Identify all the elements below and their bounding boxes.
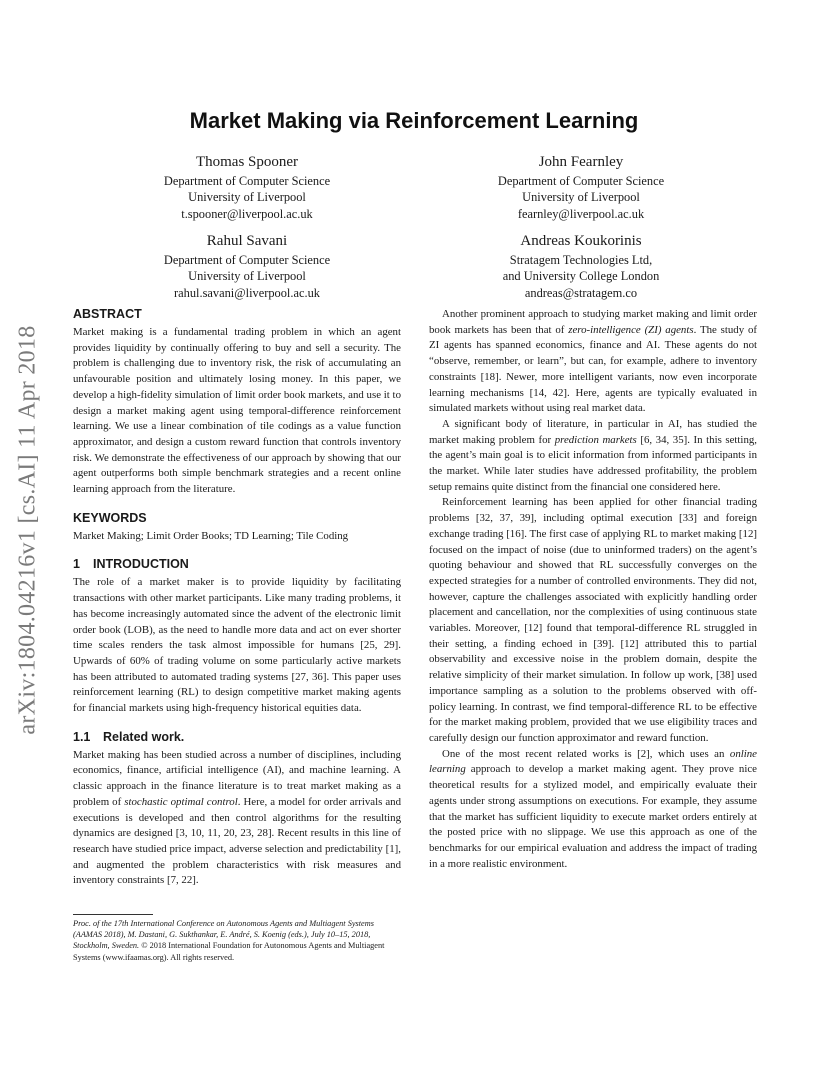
- paragraph-reinforcement-learning: Reinforcement learning has been applied for other financial trading problems [32, 37, 39], including optimal execution [33] and foreign exchange trading [16]. The first case of applying RL to market making [12] focused on the impact of noise (due to uninformed traders) on the agent’s quoting behaviour and showed that RL successfully converges on the expected strategies for a number of controlled environments. They did not, however, capture the challenges associated with explicitly handling order placement and cancellation, nor the complexities of using continuous state variables. Moreover, [12] found that temporal-difference RL struggled in their setting, a finding echoed in [39]. [12] attributed this to partial observability and excessive noise in the problem domain, despite the relative simplicity of their market simulation. In follow up work, [38] used importance sampling as a solution to the problems observed with off-policy learning. In contrast, we find temporal-difference RL to be effective for the market making problem, provided that we use eligibility traces and carefully design our function approximator and reward function.: [429, 496, 757, 744]
- right-column: [429, 307, 757, 872]
- section-title: INTRODUCTION: [93, 557, 189, 572]
- author-email: fearnley@liverpool.ac.uk: [517, 206, 645, 221]
- author-affiliation: and University College London: [502, 269, 660, 284]
- author-name: Rahul Savani: [206, 233, 288, 249]
- intro-text: The role of a market maker is to provide liquidity by facilitating transactions with other market participants. Like many trading problems, it has become increasingly automated since the advent of the electronic limit order book (LOB), as the need to handle more data and act on ever shorter time scales renders the task almost impossible for humans [25, 29]. Upwards of 60% of trading volume on some particularly active markets has been attributed to automated trading systems [27, 36]. This paper uses reinforcement learning (RL) to design competitive market making agents for financial markets using high-frequency historical equities data.: [73, 576, 401, 715]
- author-name: Andreas Koukorinis: [520, 233, 642, 249]
- paragraph-prediction-markets: [429, 417, 757, 496]
- author-affiliation: Department of Computer Science: [163, 253, 331, 267]
- related-work-text: [73, 748, 401, 889]
- footnote-rule: [73, 914, 153, 915]
- text-run: . The study of ZI agents has spanned economics, finance and AI. These agents do not “observe, remember, or learn”, but can, for example, adhere to inventory constraints [18]. Newer, more intelligent variants, now even incorporate learning mechanisms [14, 42]. Here, agents are typically evaluated in simulated markets without using real market data.: [429, 323, 758, 415]
- text-run: One of the most recent related works is [2], which uses an: [442, 747, 730, 760]
- abstract-text: Market making is a fundamental trading problem in which an agent provides liquidity by continually offering to buy and sell a security. The problem is challenging due to inventory risk, the risk of accumulating an unfavourable position and ultimately losing money. In this paper, we develop a high-fidelity simulation of limit order book markets, and use it to design a market making agent using temporal-difference reinforcement learning. We use a linear combination of tile codings as a value function approximator, and design a custom reward function that controls inventory risk. We demonstrate the effectiveness of our approach by showing that our agent outperforms both simple benchmark strategies and a recent online learning approach from the literature.: [73, 326, 401, 496]
- arxiv-sidebar: [0, 290, 56, 770]
- keywords-heading: KEYWORDS: [73, 510, 147, 525]
- author-block-2: [416, 152, 746, 222]
- author-name: Thomas Spooner: [195, 154, 299, 170]
- emphasis-text: zero-intelligence (ZI) agents: [568, 323, 694, 336]
- emphasis-text: online learning: [429, 747, 757, 776]
- footnote: [73, 918, 401, 963]
- subsection-title: Related work.: [103, 729, 185, 744]
- author-block-4: [416, 231, 746, 301]
- footnote-copyright: © 2018 International Foundation for Autonomous Agents and Multiagent Systems (www.ifaamas.org). All rights reserved.: [73, 941, 385, 962]
- text-run: Another prominent approach to studying market making and limit order book markets has been that of: [429, 308, 757, 336]
- paper-title: Market Making via Reinforcement Learning: [189, 108, 639, 133]
- keywords-text: Market Making; Limit Order Books; TD Learning; Tile Coding: [73, 529, 349, 542]
- intro-heading: [73, 556, 401, 572]
- left-column: [73, 306, 401, 889]
- author-affiliation: University of Liverpool: [188, 190, 306, 205]
- subsection-number: 1.1: [73, 729, 91, 744]
- section-number: 1: [73, 557, 80, 572]
- abstract-heading: ABSTRACT: [73, 307, 142, 321]
- text-run: Market making has been studied across a number of disciplines, including economics, finance, artificial intelligence (AI), and machine learning. A classic approach in the finance literature is to treat market making as a problem of: [73, 748, 401, 808]
- author-affiliation: University of Liverpool: [188, 269, 306, 284]
- author-email: rahul.savani@liverpool.ac.uk: [174, 285, 320, 300]
- text-run: approach to develop a market making agent. They prove nice theoretical results for a stylized model, and empirically evaluate their agents under strong assumptions on executions. For example, they assume that the market has sufficient liquidity to execute market orders entirely at the posted price with no slippage. We use this approach as one of the benchmarks for our empirical evaluation and address the impact of trading in a more realistic environment.: [429, 763, 757, 870]
- arxiv-identifier: arXiv:1804.04216v1 [cs.AI] 11 Apr 2018: [14, 325, 41, 735]
- emphasis-text: prediction markets: [554, 433, 637, 446]
- author-email: andreas@stratagem.co: [524, 285, 638, 300]
- paragraph-online-learning: [429, 747, 757, 873]
- text-run: [6, 34, 35]. In this setting, the agent’s main goal is to elicit information from informed participants in the market. While later studies have addressed profitability, the problem setup remains quite distinct from the financial one considered here.: [429, 433, 757, 493]
- emphasis-text: stochastic optimal control: [124, 795, 238, 808]
- author-email: t.spooner@liverpool.ac.uk: [181, 206, 313, 221]
- author-affiliation: Stratagem Technologies Ltd,: [509, 253, 653, 267]
- paragraph-zi-agents: [429, 307, 757, 417]
- related-work-heading: [73, 729, 401, 745]
- author-block-3: [82, 231, 412, 301]
- text-run: . Here, a model for order arrivals and executions is developed and then control algorithms for the resulting dynamics are designed [3, 10, 11, 20, 23, 28]. Recent results in this line of research have studied price impact, adverse selection and predictability [1], and augmented the problem characteristics with risk measures and inventory constraints [7, 22].: [73, 795, 401, 887]
- author-affiliation: Department of Computer Science: [163, 174, 331, 188]
- footnote-proceedings: Proc. of the 17th International Conference on Autonomous Agents and Multiagent Systems (AAMAS 2018), M. Dastani, G. Sukthankar, E. André, S. Koenig (eds.), July 10–15, 2018, Stockholm, Sweden.: [73, 919, 374, 951]
- author-block-1: [82, 152, 412, 222]
- author-affiliation: Department of Computer Science: [497, 174, 665, 188]
- author-affiliation: University of Liverpool: [522, 190, 640, 205]
- text-run: A significant body of literature, in particular in AI, has studied the market making problem for: [429, 417, 757, 446]
- author-name: John Fearnley: [538, 154, 624, 170]
